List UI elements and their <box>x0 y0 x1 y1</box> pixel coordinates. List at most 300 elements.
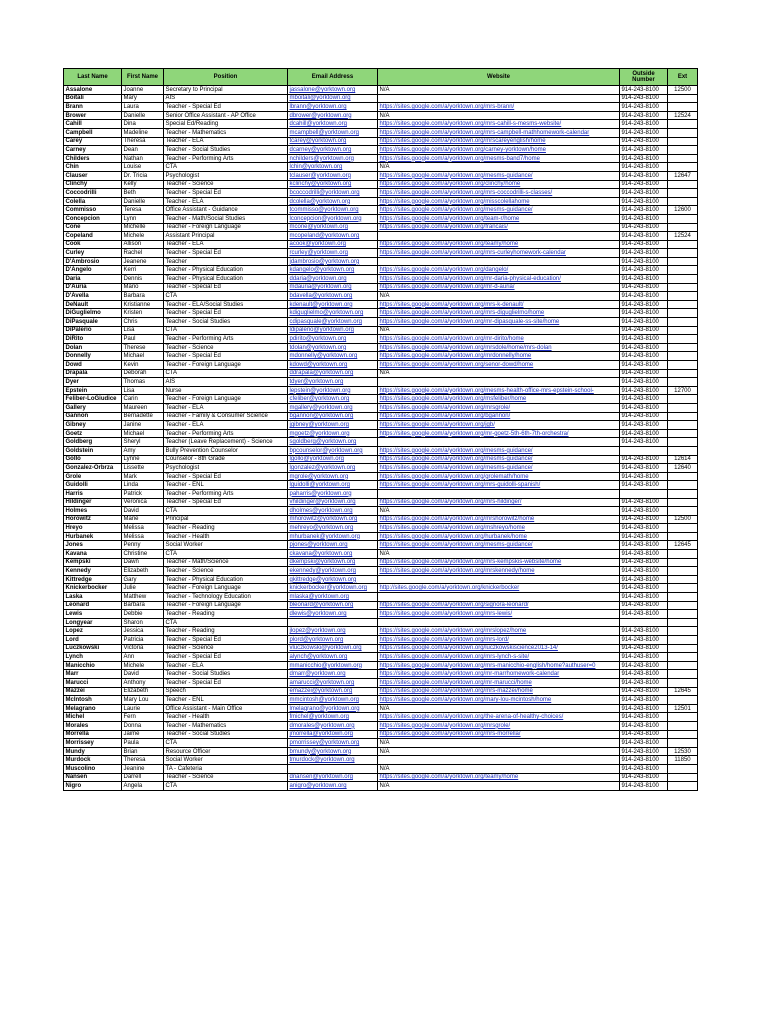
cell-email-link[interactable]: mcampbell@yorktown.org <box>288 128 378 137</box>
cell-ext <box>668 550 698 559</box>
cell-position: Speech <box>164 687 288 696</box>
cell-first-name: Dr. Tricia <box>122 171 164 180</box>
cell-ext: 12700 <box>668 386 698 395</box>
cell-first-name: Deborah <box>122 369 164 378</box>
cell-email-link[interactable]: dkempski@yorktown.org <box>288 558 378 567</box>
cell-outside-number: 914-243-8100 <box>620 730 668 739</box>
cell-first-name: Michele <box>122 232 164 241</box>
cell-email-link[interactable]: lmelagrano@yorktown.org <box>288 704 378 713</box>
cell-first-name: Lisa <box>122 326 164 335</box>
cell-ext <box>668 189 698 198</box>
cell-email-link[interactable]: lconcepcion@yorktown.org <box>288 214 378 223</box>
cell-last-name: Muscolino <box>64 764 122 773</box>
table-body <box>64 86 698 791</box>
cell-last-name: Kittredge <box>64 575 122 584</box>
cell-ext <box>668 601 698 610</box>
cell-ext <box>668 361 698 370</box>
cell-website-link[interactable]: https://sites.google.com/a/yorktown.org/mrscareyenglish/home <box>378 137 620 146</box>
cell-email-link[interactable]: dnansen@yorktown.org <box>288 773 378 782</box>
cell-email-link[interactable]: pdirito@yorktown.org <box>288 335 378 344</box>
cell-website-link[interactable]: https://sites.google.com/a/yorktown.org/mr-dipasquale-ss-site/home <box>378 318 620 327</box>
cell-email-link[interactable]: dlewis@yorktown.org <box>288 610 378 619</box>
cell-ext <box>668 584 698 593</box>
cell-email-link[interactable]: paharris@yorktown.org <box>288 489 378 498</box>
cell-email-link[interactable]: mmcintosh@yorktown.org <box>288 696 378 705</box>
cell-position: Teacher - Special Ed <box>164 653 288 662</box>
cell-website-link[interactable]: https://sites.google.com/a/yorktown.org/mrsgrole/ <box>378 721 620 730</box>
cell-position: Teacher - Special Ed <box>164 309 288 318</box>
cell-website-link[interactable]: https://sites.google.com/a/yorktown.org/mrs-cahill-s-mesms-website/ <box>378 120 620 129</box>
cell-position: Social Worker <box>164 756 288 765</box>
cell-website-link[interactable]: https://sites.google.com/a/yorktown.org/teamy/home <box>378 773 620 782</box>
cell-website-link[interactable]: https://sites.google.com/a/yorktown.org/mrs-manicchio-english/home?authuser=0 <box>378 661 620 670</box>
cell-website-link[interactable]: https://sites.google.com/a/yorktown.org/signora-leonard/ <box>378 601 620 610</box>
cell-last-name: DiGuglielmo <box>64 309 122 318</box>
cell-first-name: Linda <box>122 481 164 490</box>
cell-email-link[interactable]: gkittredge@yorktown.org <box>288 575 378 584</box>
cell-ext <box>668 421 698 430</box>
cell-ext: 12500 <box>668 86 698 95</box>
cell-email-link[interactable]: tdolan@yorktown.org <box>288 343 378 352</box>
cell-website-link[interactable]: https://sites.google.com/a/yorktown.org/bgannon/ <box>378 412 620 421</box>
table-row <box>64 618 698 627</box>
cell-email-link[interactable]: mgallery@yorktown.org <box>288 403 378 412</box>
cell-last-name: Mundy <box>64 747 122 756</box>
cell-last-name: Gannon <box>64 412 122 421</box>
cell-first-name: Mario <box>122 283 164 292</box>
cell-website-link[interactable]: https://sites.google.com/a/yorktown.org/teamy/home <box>378 240 620 249</box>
cell-position: Teacher - Foreign Language <box>164 395 288 404</box>
cell-website-link[interactable]: https://sites.google.com/a/yorktown.org/mr-daria-physical-education/ <box>378 275 620 284</box>
cell-email-link[interactable]: bpcounselor@yorktown.org <box>288 446 378 455</box>
cell-email-link[interactable]: ddaria@yorktown.org <box>288 275 378 284</box>
cell-website-link[interactable]: https://sites.google.com/a/yorktown.org/jgb/ <box>378 421 620 430</box>
cell-website-link[interactable]: https://sites.google.com/a/yorktown.org/mesms-guidance/ <box>378 455 620 464</box>
cell-email-link[interactable]: mcone@yorktown.org <box>288 223 378 232</box>
cell-email-link[interactable]: kclinchy@yorktown.org <box>288 180 378 189</box>
cell-email-link[interactable]: bdavella@yorktown.org <box>288 292 378 301</box>
cell-email-link[interactable]: dbrower@yorktown.org <box>288 111 378 120</box>
cell-last-name: Clinchy <box>64 180 122 189</box>
cell-email-link[interactable]: mboitali@yorktown.org <box>288 94 378 103</box>
cell-first-name: Jessica <box>122 627 164 636</box>
cell-position: Nurse <box>164 386 288 395</box>
cell-ext <box>668 773 698 782</box>
cell-email-link[interactable]: dcahill@yorktown.org <box>288 120 378 129</box>
cell-email-link[interactable]: mmanicchio@yorktown.org <box>288 661 378 670</box>
cell-outside-number: 914-243-8100 <box>620 472 668 481</box>
cell-email-link[interactable]: alynch@yorktown.org <box>288 653 378 662</box>
cell-website-link[interactable]: https://sites.google.com/a/yorktown.org/mrs-mazzei/home <box>378 687 620 696</box>
cell-website-link[interactable]: https://sites.google.com/a/yorktown.org/mrsdole/home/mrs-dolan <box>378 343 620 352</box>
cell-email-link[interactable]: bcoccodrilli@yorktown.org <box>288 189 378 198</box>
cell-outside-number: 914-243-8100 <box>620 567 668 576</box>
cell-website-link[interactable]: https://sites.google.com/a/yorktown.org/mesms-guidance/ <box>378 541 620 550</box>
cell-email-link[interactable]: plord@yorktown.org <box>288 636 378 645</box>
table-row <box>64 644 698 653</box>
cell-website-link[interactable]: https://sites.google.com/a/yorktown.org/mrshorowitz/home <box>378 515 620 524</box>
cell-email-link[interactable]: amarucci@yorktown.org <box>288 678 378 687</box>
cell-website-link[interactable]: https://sites.google.com/a/yorktown.org/mrs-lynch-s-site/ <box>378 653 620 662</box>
cell-outside-number: 914-243-8100 <box>620 94 668 103</box>
cell-ext: 12500 <box>668 515 698 524</box>
cell-last-name: Gallery <box>64 403 122 412</box>
cell-ext: 12645 <box>668 541 698 550</box>
cell-outside-number: 914-243-8100 <box>620 421 668 430</box>
cell-website-link[interactable]: https://sites.google.com/a/yorktown.org/mrslopez/home <box>378 627 620 636</box>
cell-first-name: Joanne <box>122 86 164 95</box>
cell-email-link[interactable]: anigro@yorktown.org <box>288 782 378 791</box>
cell-outside-number <box>620 446 668 455</box>
cell-email-link[interactable]: lgollo@yorktown.org <box>288 455 378 464</box>
cell-last-name: Horowitz <box>64 515 122 524</box>
cell-ext <box>668 103 698 112</box>
cell-last-name: Nansen <box>64 773 122 782</box>
cell-website-link[interactable]: https://sites.google.com/a/yorktown.org/mrs-coccodrilli-s-classes/ <box>378 189 620 198</box>
cell-position: Teacher - ELA <box>164 421 288 430</box>
cell-email-link[interactable]: jgibney@yorktown.org <box>288 421 378 430</box>
cell-position: Teacher - Performing Arts <box>164 154 288 163</box>
cell-website-link[interactable]: https://sites.google.com/a/yorktown.org/mrsgrole/ <box>378 403 620 412</box>
table-row <box>64 636 698 645</box>
cell-website-link[interactable]: https://sites.google.com/a/yorktown.org/mrs-k-denault/ <box>378 300 620 309</box>
cell-email-link[interactable]: nchilders@yorktown.org <box>288 154 378 163</box>
cell-ext <box>668 395 698 404</box>
cell-outside-number: 914-243-8100 <box>620 240 668 249</box>
cell-website-link[interactable]: https://sites.google.com/a/yorktown.org/clinchy/home <box>378 180 620 189</box>
cell-email-link[interactable]: mhurbanek@yorktown.org <box>288 532 378 541</box>
cell-position: Teacher - Special Ed <box>164 352 288 361</box>
cell-website-link[interactable]: https://sites.google.com/a/yorktown.org/mrs-guidolli-spanish/ <box>378 481 620 490</box>
cell-email-link[interactable]: cfeliber@yorktown.org <box>288 395 378 404</box>
cell-last-name: DiPalerio <box>64 326 122 335</box>
cell-email-link[interactable]: pmorrissey@yorktown.org <box>288 739 378 748</box>
cell-email-link[interactable]: dcolella@yorktown.org <box>288 197 378 206</box>
cell-email-link[interactable]: kdenault@yorktown.org <box>288 300 378 309</box>
cell-outside-number: 914-243-8100 <box>620 232 668 241</box>
table-row <box>64 343 698 352</box>
cell-outside-number <box>620 618 668 627</box>
cell-website-link[interactable]: https://sites.google.com/a/yorktown.org/senor-dowd/home <box>378 361 620 370</box>
cell-outside-number: 914-243-8100 <box>620 610 668 619</box>
cell-email-link[interactable]: kdowd@yorktown.org <box>288 361 378 370</box>
cell-email-link[interactable]: tcarey@yorktown.org <box>288 137 378 146</box>
cell-outside-number: 914-243-8100 <box>620 197 668 206</box>
table-row <box>64 318 698 327</box>
cell-first-name: Laura <box>122 103 164 112</box>
cell-first-name: David <box>122 670 164 679</box>
cell-position: Teacher - Social Studies <box>164 146 288 155</box>
cell-email-link[interactable]: mhorowitz@yorktown.org <box>288 515 378 524</box>
table-row <box>64 472 698 481</box>
cell-email-link[interactable]: fmichel@yorktown.org <box>288 713 378 722</box>
cell-first-name: Dawn <box>122 558 164 567</box>
cell-last-name: Nigro <box>64 782 122 791</box>
cell-first-name: Laurie <box>122 704 164 713</box>
cell-website-link: N/A <box>378 704 620 713</box>
cell-first-name: Patrick <box>122 489 164 498</box>
cell-first-name: Carin <box>122 395 164 404</box>
cell-last-name: Brann <box>64 103 122 112</box>
table-row <box>64 438 698 447</box>
cell-last-name: Luczkowski <box>64 644 122 653</box>
cell-outside-number: 914-243-8100 <box>620 756 668 765</box>
cell-first-name: Lisa <box>122 386 164 395</box>
cell-outside-number: 914-243-8100 <box>620 206 668 215</box>
cell-first-name: Michael <box>122 429 164 438</box>
cell-email-link[interactable]: pjones@yorktown.org <box>288 541 378 550</box>
cell-website-link[interactable]: https://sites.google.com/a/yorktown.org/mr-d-auria/ <box>378 283 620 292</box>
cell-website-link[interactable]: https://sites.google.com/a/yorktown.org/mrs-diguglielmo/home <box>378 309 620 318</box>
cell-email-link[interactable]: jdambrosio@yorktown.org <box>288 257 378 266</box>
table-row <box>64 730 698 739</box>
cell-email-link[interactable]: dholmes@yorktown.org <box>288 507 378 516</box>
cell-website-link[interactable]: http://sites.google.com/a/yorktown.org/knickerbocker <box>378 584 620 593</box>
table-row <box>64 498 698 507</box>
table-row <box>64 696 698 705</box>
cell-email-link[interactable]: mgoetz@yorktown.org <box>288 429 378 438</box>
cell-ext <box>668 627 698 636</box>
table-row <box>64 412 698 421</box>
cell-website-link[interactable]: https://sites.google.com/a/yorktown.org/mrs-lewis/ <box>378 610 620 619</box>
cell-website-link[interactable]: https://sites.google.com/a/yorktown.org/mesms-band7/home <box>378 154 620 163</box>
cell-outside-number: 914-243-8100 <box>620 223 668 232</box>
table-row <box>64 249 698 258</box>
cell-website-link[interactable]: https://sites.google.com/a/yorktown.org/mrdonnelly/home <box>378 352 620 361</box>
cell-email-link[interactable]: rcurley@yorktown.org <box>288 249 378 258</box>
cell-position: Counselor - 8th Grade <box>164 455 288 464</box>
cell-email-link[interactable]: mlaska@yorktown.org <box>288 593 378 602</box>
cell-email-link[interactable]: tcommisso@yorktown.org <box>288 206 378 215</box>
cell-email-link[interactable]: mgrole@yorktown.org <box>288 472 378 481</box>
cell-website-link[interactable]: https://sites.google.com/a/yorktown.org/msfeliber/home <box>378 395 620 404</box>
cell-website-link: N/A <box>378 507 620 516</box>
cell-website-link[interactable]: https://sites.google.com/a/yorktown.org/mr-marucci/home <box>378 678 620 687</box>
table-row <box>64 550 698 559</box>
cell-ext <box>668 309 698 318</box>
cell-position: Teacher - Special Ed <box>164 498 288 507</box>
cell-email-link[interactable]: mehreyo@yorktown.org <box>288 524 378 533</box>
cell-website-link: N/A <box>378 111 620 120</box>
table-row <box>64 601 698 610</box>
cell-email-link[interactable]: kdiguglielmo@yorktown.org <box>288 309 378 318</box>
cell-outside-number: 914-243-8100 <box>620 558 668 567</box>
cell-first-name: Theresa <box>122 756 164 765</box>
cell-email-link[interactable]: bleonard@yorktown.org <box>288 601 378 610</box>
table-row <box>64 283 698 292</box>
cell-website-link[interactable]: https://sites.google.com/a/yorktown.org/mesms-guidance/ <box>378 171 620 180</box>
header-first-name: First Name <box>122 69 164 86</box>
cell-website-link[interactable]: https://sites.google.com/a/yorktown.org/mrs-kempskis-website/home <box>378 558 620 567</box>
cell-last-name: Colella <box>64 197 122 206</box>
cell-website-link[interactable]: https://sites.google.com/a/yorktown.org/mshreyo/home <box>378 524 620 533</box>
table-row <box>64 678 698 687</box>
cell-ext: 12501 <box>668 704 698 713</box>
cell-last-name: Gollo <box>64 455 122 464</box>
cell-email-link[interactable]: lgonzalez@yorktown.org <box>288 464 378 473</box>
cell-ext <box>668 593 698 602</box>
cell-outside-number: 914-243-8100 <box>620 704 668 713</box>
cell-website-link[interactable]: https://sites.google.com/a/yorktown.org/dangelo/ <box>378 266 620 275</box>
cell-website-link[interactable]: https://sites.google.com/a/yorktown.org/mrs-curleyhomework-calendar <box>378 249 620 258</box>
cell-website-link[interactable]: https://sites.google.com/a/yorktown.org/hurbanek/home <box>378 532 620 541</box>
cell-position: Principal <box>164 515 288 524</box>
cell-first-name: Darrell <box>122 773 164 782</box>
cell-email-link[interactable]: dmorales@yorktown.org <box>288 721 378 730</box>
cell-email-link[interactable]: tdyer@yorktown.org <box>288 378 378 387</box>
header-outside-number: Outside Number <box>620 69 668 86</box>
cell-email-link[interactable]: vluczkowski@yorktown.org <box>288 644 378 653</box>
cell-website-link: N/A <box>378 292 620 301</box>
cell-outside-number: 914-243-8100 <box>620 412 668 421</box>
cell-first-name: Dennis <box>122 275 164 284</box>
cell-email-link[interactable]: jassalone@yorktown.org <box>288 86 378 95</box>
cell-website-link[interactable]: https://sites.google.com/a/yorktown.org/mrs-lord/ <box>378 636 620 645</box>
cell-website-link[interactable]: https://sites.google.com/a/yorktown.org/team-r/home <box>378 214 620 223</box>
cell-ext <box>668 257 698 266</box>
cell-email-link[interactable]: emazzei@yorktown.org <box>288 687 378 696</box>
cell-last-name: Murdock <box>64 756 122 765</box>
cell-email-link[interactable]: dcarney@yorktown.org <box>288 146 378 155</box>
cell-website-link[interactable]: https://sites.google.com/a/yorktown.org/mrs-hildinger/ <box>378 498 620 507</box>
cell-ext <box>668 429 698 438</box>
cell-email-link[interactable]: bmundy@yorktown.org <box>288 747 378 756</box>
cell-email-link[interactable]: bgannon@yorktown.org <box>288 412 378 421</box>
cell-email-link[interactable]: knickerbocker@yorktown.org <box>288 584 378 593</box>
cell-last-name: Feliber-LoGiudice <box>64 395 122 404</box>
cell-email-link[interactable]: jmorrella@yorktown.org <box>288 730 378 739</box>
cell-email-link[interactable]: mdauria@yorktown.org <box>288 283 378 292</box>
cell-website-link[interactable]: https://sites.google.com/a/yorktown.org/mrskennedy/home <box>378 567 620 576</box>
cell-first-name: Kristen <box>122 309 164 318</box>
cell-ext <box>668 223 698 232</box>
table-row <box>64 446 698 455</box>
table-row <box>64 653 698 662</box>
cell-email-link[interactable]: kdangelo@yorktown.org <box>288 266 378 275</box>
cell-website-link[interactable]: https://sites.google.com/a/yorktown.org/francais/ <box>378 223 620 232</box>
cell-website-link[interactable]: https://sites.google.com/a/yorktown.org/mesms-guidance/ <box>378 464 620 473</box>
cell-position: CTA <box>164 163 288 172</box>
cell-position: Teacher - ELA <box>164 240 288 249</box>
cell-last-name: D'Angelo <box>64 266 122 275</box>
cell-email-link[interactable]: ekennedy@yorktown.org <box>288 567 378 576</box>
cell-email-link[interactable]: tmurdock@yorktown.org <box>288 756 378 765</box>
table-row <box>64 782 698 791</box>
cell-position: CTA <box>164 739 288 748</box>
cell-last-name: Gonzalez-Orbrza <box>64 464 122 473</box>
cell-website-link[interactable]: https://sites.google.com/a/yorktown.org/the-arena-of-healthy-choices/ <box>378 713 620 722</box>
cell-website-link <box>378 378 620 387</box>
cell-email-link[interactable]: mdonnelly@yorktown.org <box>288 352 378 361</box>
cell-last-name: Hildinger <box>64 498 122 507</box>
cell-position: Teacher - Science <box>164 567 288 576</box>
table-row <box>64 567 698 576</box>
cell-last-name: Michel <box>64 713 122 722</box>
cell-website-link[interactable]: https://sites.google.com/a/yorktown.org/mary-lou-mcintosh/home <box>378 696 620 705</box>
cell-website-link[interactable]: https://sites.google.com/a/yorktown.org/mesms-guidance/ <box>378 206 620 215</box>
cell-email-link[interactable]: ckavana@yorktown.org <box>288 550 378 559</box>
cell-first-name: Penny <box>122 541 164 550</box>
cell-last-name: Lewis <box>64 610 122 619</box>
cell-email-link[interactable]: mcopeland@yorktown.org <box>288 232 378 241</box>
table-row <box>64 747 698 756</box>
cell-email-link[interactable]: acook@yorktown.org <box>288 240 378 249</box>
cell-email-link[interactable]: vhildinger@yorktown.org <box>288 498 378 507</box>
cell-website-link: N/A <box>378 764 620 773</box>
cell-outside-number: 914-243-8100 <box>620 532 668 541</box>
cell-email-link[interactable]: ddrapala@yorktown.org <box>288 369 378 378</box>
cell-email-link[interactable]: dmarr@yorktown.org <box>288 670 378 679</box>
cell-website-link[interactable]: https://sites.google.com/a/yorktown.org/mrs-morrella/ <box>378 730 620 739</box>
cell-outside-number: 914-243-8100 <box>620 670 668 679</box>
cell-website-link[interactable]: https://sites.google.com/a/yorktown.org/mesms-guidance/ <box>378 446 620 455</box>
cell-outside-number: 914-243-8100 <box>620 524 668 533</box>
cell-website-link[interactable]: https://sites.google.com/a/yorktown.org/mrs-campbell-mathhomework-calendar <box>378 128 620 137</box>
cell-position: Teacher (Leave Replacement) - Science <box>164 438 288 447</box>
cell-last-name: Copeland <box>64 232 122 241</box>
cell-outside-number: 914-243-8100 <box>620 481 668 490</box>
cell-website-link[interactable]: https://sites.google.com/a/yorktown.org/grolemath/home <box>378 472 620 481</box>
cell-outside-number: 914-243-8100 <box>620 721 668 730</box>
cell-website-link[interactable]: https://sites.google.com/a/yorktown.org/mr-dirito/home <box>378 335 620 344</box>
cell-position: Teacher - Science <box>164 644 288 653</box>
cell-website-link[interactable]: https://sites.google.com/a/yorktown.org/carney-yorktown/home <box>378 146 620 155</box>
cell-website-link[interactable]: https://sites.google.com/a/yorktown.org/mesms-health-office-mrs-epstein-school- <box>378 386 620 395</box>
table-row <box>64 275 698 284</box>
cell-email-link[interactable]: ldipalerio@yorktown.org <box>288 326 378 335</box>
table-row <box>64 86 698 95</box>
cell-email-link[interactable]: lbrann@yorktown.org <box>288 103 378 112</box>
cell-first-name: Donna <box>122 721 164 730</box>
table-row <box>64 532 698 541</box>
table-row <box>64 713 698 722</box>
cell-ext <box>668 214 698 223</box>
cell-first-name: Marie <box>122 515 164 524</box>
cell-email-link[interactable]: jlopez@yorktown.org <box>288 627 378 636</box>
cell-website-link <box>378 575 620 584</box>
header-last-name: Last Name <box>64 69 122 86</box>
cell-ext <box>668 739 698 748</box>
table-row <box>64 335 698 344</box>
cell-website-link[interactable]: https://sites.google.com/a/yorktown.org/luczkowskiscience2013-14/ <box>378 644 620 653</box>
cell-ext <box>668 489 698 498</box>
cell-website-link[interactable]: https://sites.google.com/a/yorktown.org/mr-goetz-5th-6th-7th-orchestra/ <box>378 429 620 438</box>
cell-email-link[interactable]: lepstein@yorktown.org <box>288 386 378 395</box>
cell-ext: 12600 <box>668 206 698 215</box>
cell-first-name: Amy <box>122 446 164 455</box>
cell-first-name: Kelly <box>122 180 164 189</box>
cell-position: Teacher - Special Ed <box>164 678 288 687</box>
cell-website-link[interactable]: https://sites.google.com/a/yorktown.org/mr-marrhomework-calendar <box>378 670 620 679</box>
cell-website-link[interactable]: https://sites.google.com/a/yorktown.org/mrs-brann/ <box>378 103 620 112</box>
cell-last-name: DiPasquale <box>64 318 122 327</box>
table-row <box>64 764 698 773</box>
cell-last-name: Morales <box>64 721 122 730</box>
cell-email-link[interactable]: sgoldberg@yorktown.org <box>288 438 378 447</box>
cell-first-name: Veronica <box>122 498 164 507</box>
table-row <box>64 214 698 223</box>
cell-email-link[interactable]: cdipasquale@yorktown.org <box>288 318 378 327</box>
cell-email-link[interactable]: lchin@yorktown.org <box>288 163 378 172</box>
cell-website-link <box>378 232 620 241</box>
cell-email-link[interactable]: tclauser@yorktown.org <box>288 171 378 180</box>
cell-email-link[interactable]: lguidolli@yorktown.org <box>288 481 378 490</box>
cell-outside-number: 914-243-8100 <box>620 275 668 284</box>
cell-first-name: Michele <box>122 661 164 670</box>
cell-outside-number: 914-243-8100 <box>620 627 668 636</box>
cell-website-link[interactable]: https://sites.google.com/a/yorktown.org/misscolellahome <box>378 197 620 206</box>
table-row <box>64 266 698 275</box>
